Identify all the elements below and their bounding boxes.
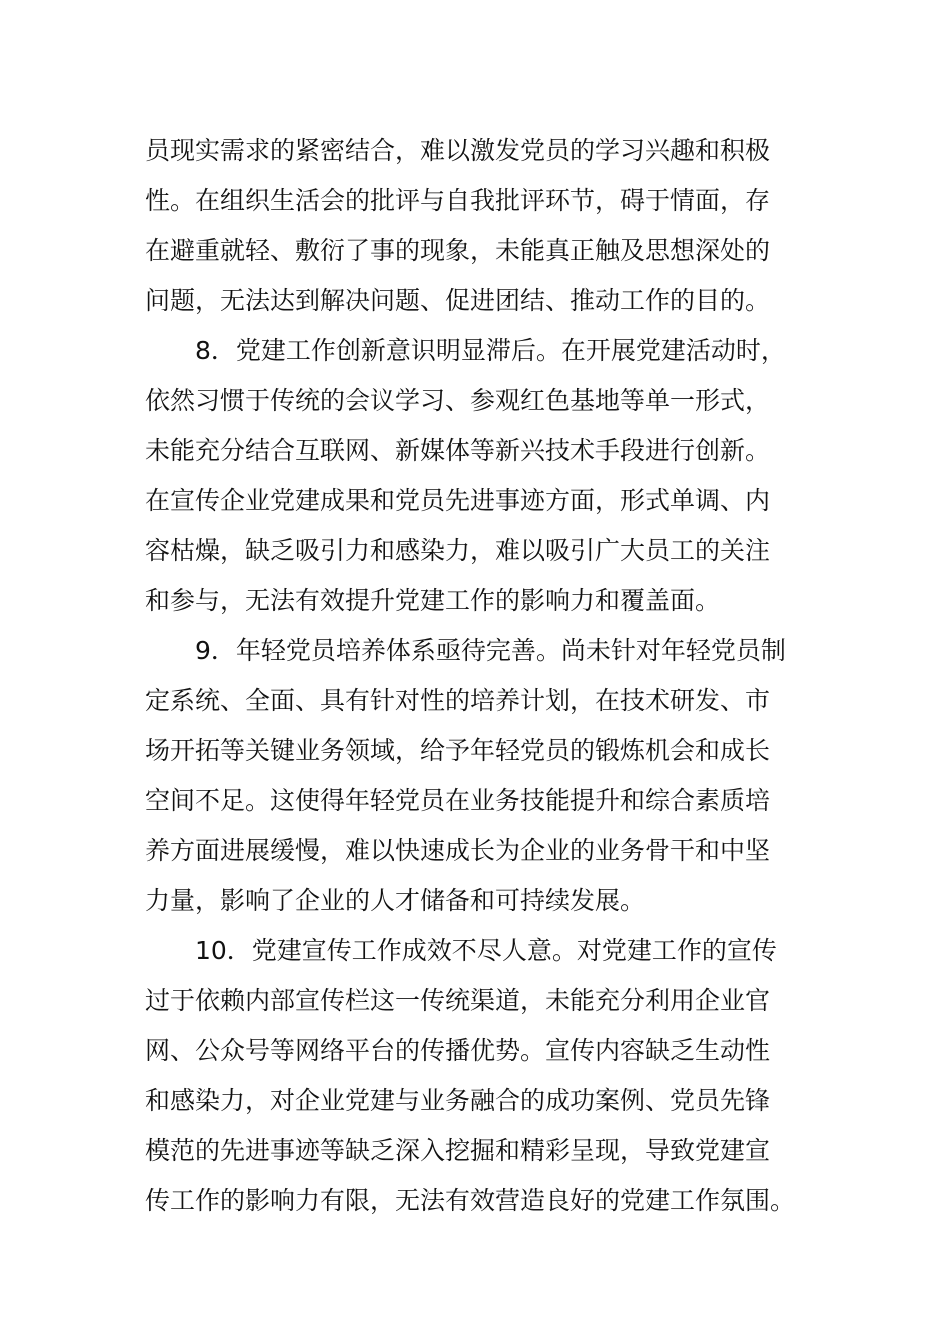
text-line: 过于依赖内部宣传栏这一传统渠道，未能充分利用企业官 xyxy=(145,986,771,1015)
text-line: 力量，影响了企业的人才储备和可持续发展。 xyxy=(145,886,646,915)
text-line: 性。在组织生活会的批评与自我批评环节，碍于情面，存 xyxy=(145,186,771,215)
document-body xyxy=(145,126,815,1226)
text-line: 模范的先进事迹等缺乏深入挖掘和精彩呈现，导致党建宣 xyxy=(145,1136,771,1165)
text-line: 定系统、全面、具有针对性的培养计划，在技术研发、市 xyxy=(145,686,771,715)
text-line: 空间不足。这使得年轻党员在业务技能提升和综合素质培 xyxy=(145,786,771,815)
text-line: 养方面进展缓慢，难以快速成长为企业的业务骨干和中坚 xyxy=(145,836,771,865)
text-line: 和感染力，对企业党建与业务融合的成功案例、党员先锋 xyxy=(145,1086,771,1115)
paragraph-8-start: 8．党建工作创新意识明显滞后。在开展党建活动时， xyxy=(195,336,786,365)
text-line: 网、公众号等网络平台的传播优势。宣传内容缺乏生动性 xyxy=(145,1036,771,1065)
text-line: 在宣传企业党建成果和党员先进事迹方面，形式单调、内 xyxy=(145,486,771,515)
text-line: 员现实需求的紧密结合，难以激发党员的学习兴趣和积极 xyxy=(145,136,771,165)
text-line: 未能充分结合互联网、新媒体等新兴技术手段进行创新。 xyxy=(145,436,771,465)
text-line: 传工作的影响力有限，无法有效营造良好的党建工作氛围。 xyxy=(145,1186,796,1215)
paragraph-10-start: 10．党建宣传工作成效不尽人意。对党建工作的宣传 xyxy=(195,936,777,965)
text-line: 场开拓等关键业务领域，给予年轻党员的锻炼机会和成长 xyxy=(145,736,771,765)
text-line: 在避重就轻、敷衍了事的现象，未能真正触及思想深处的 xyxy=(145,236,771,265)
paragraph-9-start: 9．年轻党员培养体系亟待完善。尚未针对年轻党员制 xyxy=(195,636,786,665)
text-line: 依然习惯于传统的会议学习、参观红色基地等单一形式， xyxy=(145,386,771,415)
text-line: 问题，无法达到解决问题、促进团结、推动工作的目的。 xyxy=(145,286,771,315)
text-line: 容枯燥，缺乏吸引力和感染力，难以吸引广大员工的关注 xyxy=(145,536,771,565)
text-line: 和参与，无法有效提升党建工作的影响力和覆盖面。 xyxy=(145,586,721,615)
